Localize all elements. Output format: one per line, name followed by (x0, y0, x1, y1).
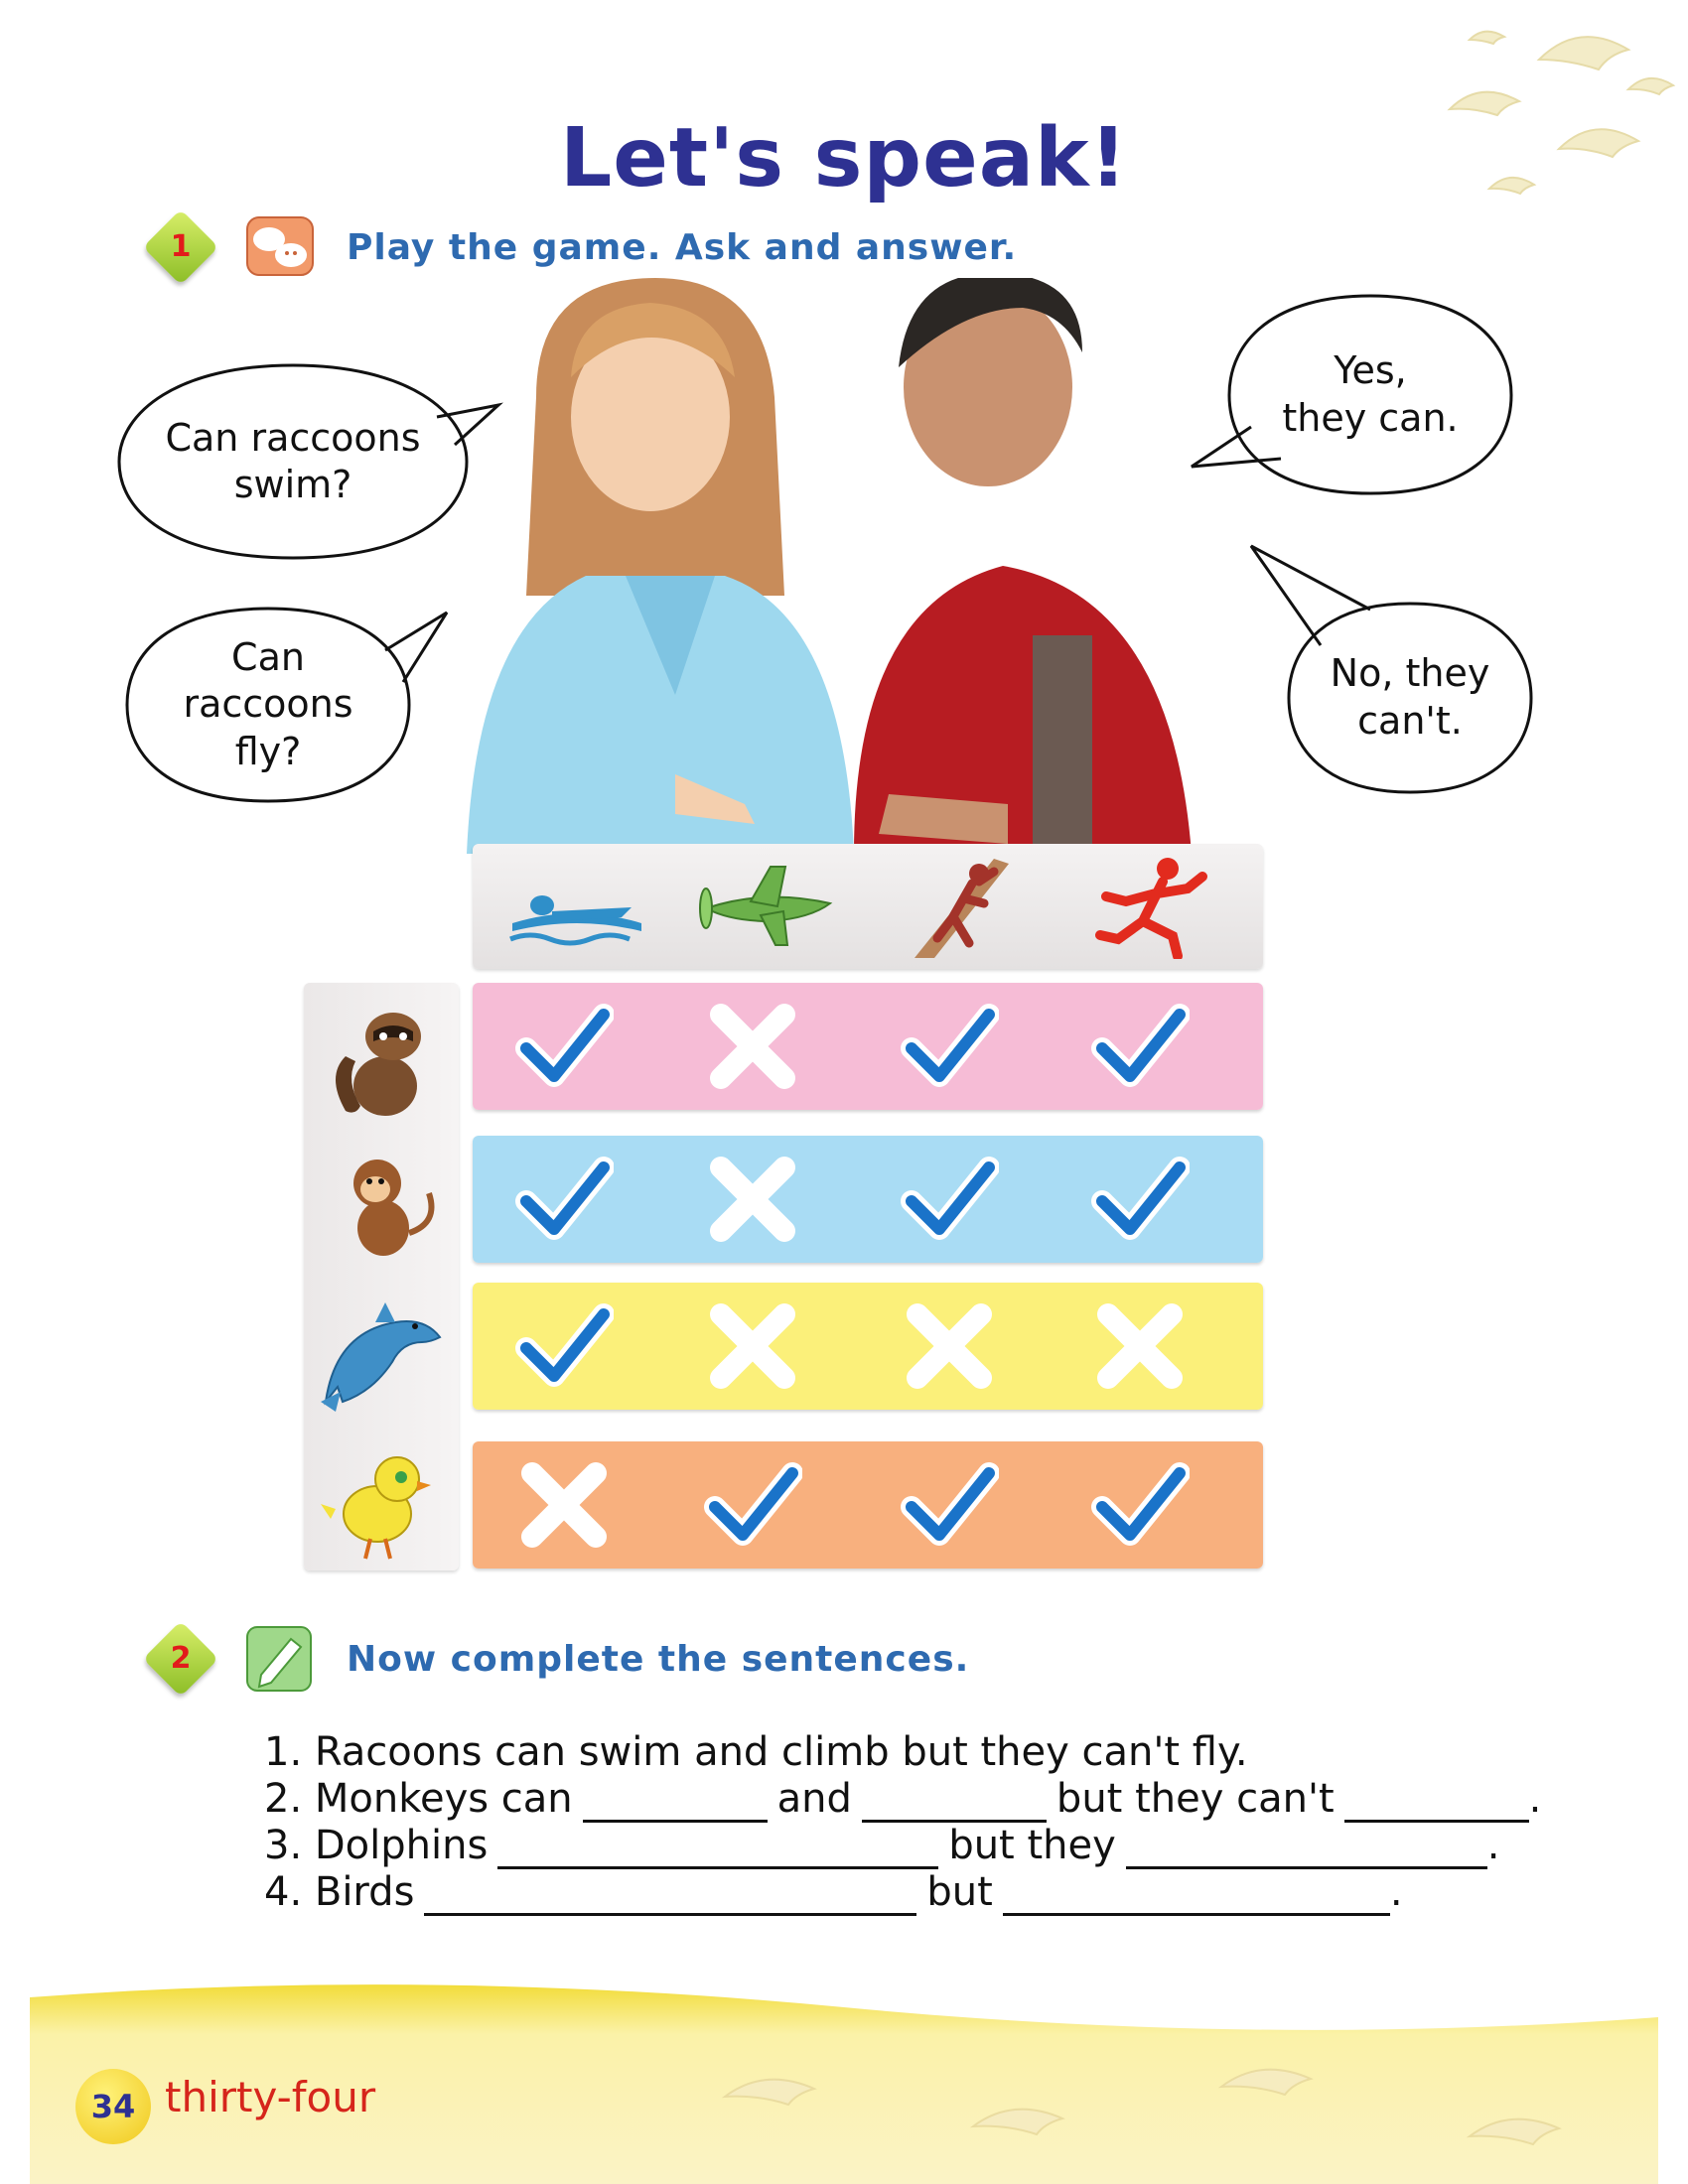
speech-bubble-question-swim: Can raccoons swim? (109, 357, 477, 566)
answer-blank[interactable] (862, 1789, 1047, 1823)
pencil-icon (241, 1623, 321, 1695)
grid-row-bird (473, 1441, 1263, 1569)
cross-icon (703, 1297, 802, 1396)
speech-bubbles-icon (241, 211, 321, 283)
exercise-number-badge: 1 (142, 208, 219, 286)
swim-icon (502, 854, 651, 959)
checkmark-icon (900, 1455, 999, 1555)
answer-blank[interactable] (1344, 1789, 1529, 1823)
page-title: Let's speak! (560, 111, 1128, 205)
answer-blank[interactable] (583, 1789, 768, 1823)
cross-icon (703, 997, 802, 1096)
exercise-number-badge: 2 (142, 1620, 219, 1698)
page-number: 34 (75, 2069, 151, 2144)
cross-icon (514, 1455, 614, 1555)
exercise-1-heading (142, 208, 1017, 286)
checkmark-icon (514, 997, 614, 1096)
speech-bubble-question-fly: Can raccoons fly? (119, 601, 417, 809)
sentence-3: 3. Dolphins but they . (264, 1823, 1500, 1868)
checkmark-icon (900, 997, 999, 1096)
exercise-2-heading (142, 1620, 969, 1698)
grid-row-dolphin (473, 1283, 1263, 1410)
sentence-2: 2. Monkeys can and but they can't . (264, 1776, 1542, 1822)
grid-row-monkey (473, 1136, 1263, 1263)
answer-blank[interactable] (497, 1836, 938, 1869)
animals-column (304, 983, 459, 1570)
plane-icon (691, 854, 840, 959)
climb-icon (885, 854, 1034, 959)
raccoon-icon (316, 997, 447, 1122)
cross-icon (1090, 1297, 1190, 1396)
run-icon (1078, 854, 1227, 959)
cross-icon (900, 1297, 999, 1396)
checkmark-icon (900, 1150, 999, 1249)
bird-icon (316, 1439, 447, 1565)
grid-row-raccoon (473, 983, 1263, 1110)
cross-icon (703, 1150, 802, 1249)
checkmark-icon (514, 1297, 614, 1396)
actions-header-row (473, 844, 1263, 969)
exercise-2-instruction: Now complete the sentences. (347, 1638, 970, 1680)
dolphin-icon (316, 1293, 447, 1418)
sentence-4: 4. Birds but . (264, 1869, 1403, 1915)
sentence-list (264, 1729, 1541, 1916)
exercise-1-instruction: Play the game. Ask and answer. (347, 226, 1018, 268)
speech-bubble-answer-no: No, they can't. (1281, 596, 1539, 799)
checkmark-icon (1090, 1150, 1190, 1249)
checkmark-icon (1090, 1455, 1190, 1555)
page-number-words: thirty-four (165, 2073, 376, 2121)
answer-blank[interactable] (1126, 1836, 1487, 1869)
checkmark-icon (1090, 997, 1190, 1096)
children-illustration (437, 278, 1271, 854)
checkmark-icon (514, 1150, 614, 1249)
checkmark-icon (703, 1455, 802, 1555)
answer-blank[interactable] (424, 1882, 916, 1916)
answer-blank[interactable] (1003, 1882, 1390, 1916)
sentence-1: 1. Racoons can swim and climb but they can't fly. (264, 1729, 1248, 1775)
speech-bubble-answer-yes: Yes, they can. (1221, 288, 1519, 501)
monkey-icon (316, 1144, 447, 1269)
